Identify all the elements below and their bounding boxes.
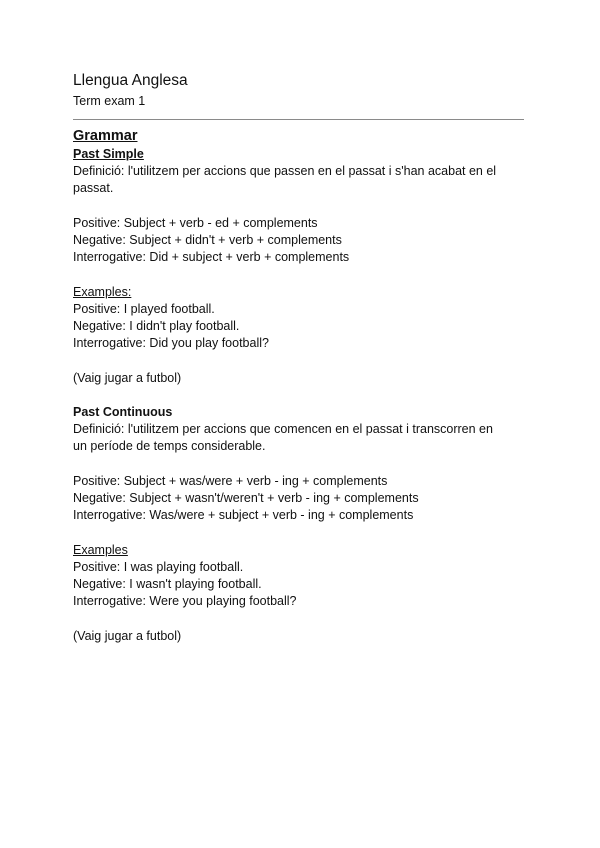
past-simple-example-positive: Positive: I played football.	[73, 301, 215, 316]
grammar-heading: Grammar	[73, 128, 138, 144]
spacer	[73, 456, 528, 473]
past-simple-title: Past Simple	[73, 147, 144, 161]
past-simple-example-interrogative: Interrogative: Did you play football?	[73, 336, 269, 351]
past-continuous-definition-line1: Definició: l'utilitzem per accions que comencen en el passat i transcorren en	[73, 422, 493, 437]
past-continuous-example-negative: Negative: I wasn't playing football.	[73, 576, 262, 591]
past-simple-translation: (Vaig jugar a futbol)	[73, 370, 182, 385]
past-continuous-section	[73, 404, 528, 645]
past-continuous-rule-interrogative: Interrogative: Was/were + subject + verb - ing + complements	[73, 508, 414, 523]
past-simple-rule-positive: Positive: Subject + verb - ed + complements	[73, 215, 318, 230]
document-subtitle: Term exam 1	[73, 94, 146, 108]
document-title: Llengua Anglesa	[73, 72, 188, 89]
spacer	[73, 352, 528, 369]
past-continuous-title: Past Continuous	[73, 404, 173, 419]
document-body	[73, 127, 528, 645]
past-continuous-translation: (Vaig jugar a futbol)	[73, 628, 182, 643]
spacer	[73, 266, 528, 283]
spacer	[73, 387, 528, 404]
past-simple-section	[73, 146, 528, 404]
past-continuous-rule-positive: Positive: Subject + was/were + verb - ing + complements	[73, 473, 388, 488]
past-continuous-example-positive: Positive: I was playing football.	[73, 559, 244, 574]
spacer	[73, 610, 528, 627]
past-simple-definition-line1: Definició: l'utilitzem per accions que passen en el passat i s'han acabat en el	[73, 164, 497, 179]
past-simple-rule-interrogative: Interrogative: Did + subject + verb + complements	[73, 250, 350, 265]
past-simple-definition-line2: passat.	[73, 181, 114, 196]
past-continuous-example-interrogative: Interrogative: Were you playing football?	[73, 594, 297, 609]
spacer	[73, 524, 528, 541]
past-simple-example-negative: Negative: I didn't play football.	[73, 319, 240, 333]
past-simple-rule-negative: Negative: Subject + didn't + verb + complements	[73, 233, 342, 247]
past-continuous-rule-negative: Negative: Subject + wasn't/weren't + verb - ing + complements	[73, 490, 419, 505]
past-continuous-examples-label: Examples	[73, 542, 128, 557]
past-simple-examples-label: Examples:	[73, 284, 132, 299]
header-divider	[73, 119, 524, 120]
spacer	[73, 198, 528, 215]
past-continuous-definition-line2: un període de temps considerable.	[73, 439, 266, 454]
